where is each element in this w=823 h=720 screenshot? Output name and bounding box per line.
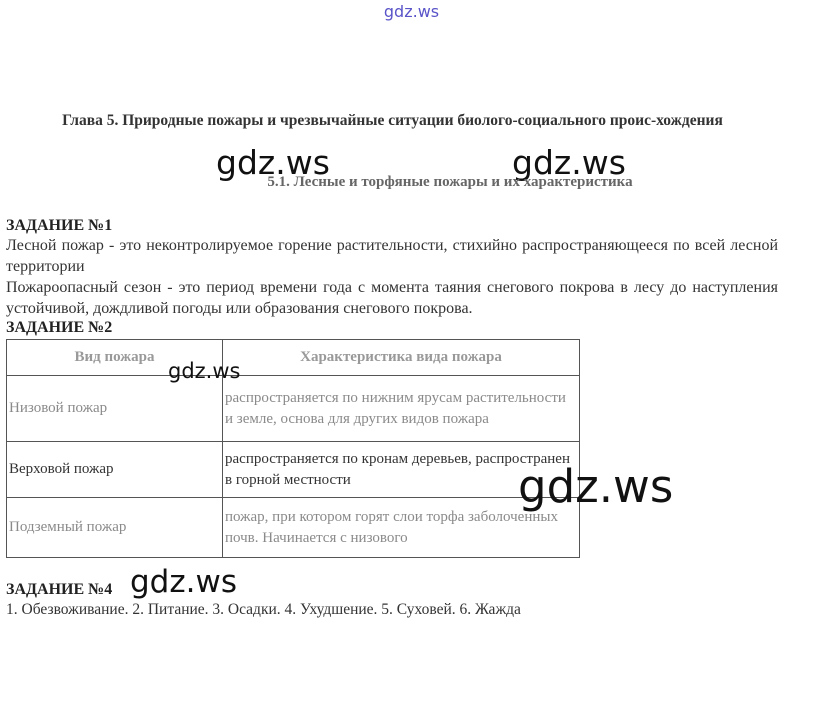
fire-type-cell: Подземный пожар <box>7 498 223 558</box>
fire-description-cell: пожар, при котором горят слои торфа заболоченных почв. Начинается с низового <box>223 498 580 558</box>
table-row <box>7 498 580 558</box>
fire-type-cell: Верховой пожар <box>7 442 223 498</box>
chapter-title: Глава 5. Природные пожары и чрезвычайные ситуации биолого-социального проис-хождения <box>62 112 723 129</box>
task4-answer: 1. Обезвоживание. 2. Питание. 3. Осадки. 4. Ухудшение. 5. Суховей. 6. Жажда <box>6 601 521 618</box>
task1-heading: ЗАДАНИЕ №1 <box>6 217 113 234</box>
task2-heading: ЗАДАНИЕ №2 <box>6 319 113 336</box>
task1-paragraph-1: Лесной пожар - это неконтролируемое горение растительности, стихийно распространяющееся по всей лесной территории <box>6 237 778 275</box>
watermark: gdz.ws <box>512 143 626 182</box>
watermark: gdz.ws <box>130 564 237 600</box>
watermark: gdz.ws <box>216 143 330 182</box>
section-title: 5.1. Лесные и торфяные пожары и их характеристика <box>267 174 633 190</box>
fire-description-cell: распространяется по кронам деревьев, распространен в горной местности <box>223 442 580 498</box>
task4-heading: ЗАДАНИЕ №4 <box>6 581 113 598</box>
column-header-description: Характеристика вида пожара <box>223 340 580 376</box>
watermark: gdz.ws <box>518 460 674 513</box>
table-row <box>7 442 580 498</box>
table-header-row <box>7 340 580 376</box>
fire-type-cell: Низовой пожар <box>7 376 223 442</box>
fire-types-table <box>6 339 580 558</box>
watermark-top: gdz.ws <box>383 2 440 21</box>
task1-paragraph-2: Пожароопасный сезон - это период времени года с момента таяния снегового покрова в лесу до наступления устойчивой, дождливой погоды или образования снегового покрова. <box>6 279 778 317</box>
table-row <box>7 376 580 442</box>
watermark: gdz.ws <box>168 359 241 383</box>
column-header-type: Вид пожара <box>7 340 223 376</box>
fire-description-cell: распространяется по нижним ярусам растительности и земле, основа для других видов пожара <box>223 376 580 442</box>
